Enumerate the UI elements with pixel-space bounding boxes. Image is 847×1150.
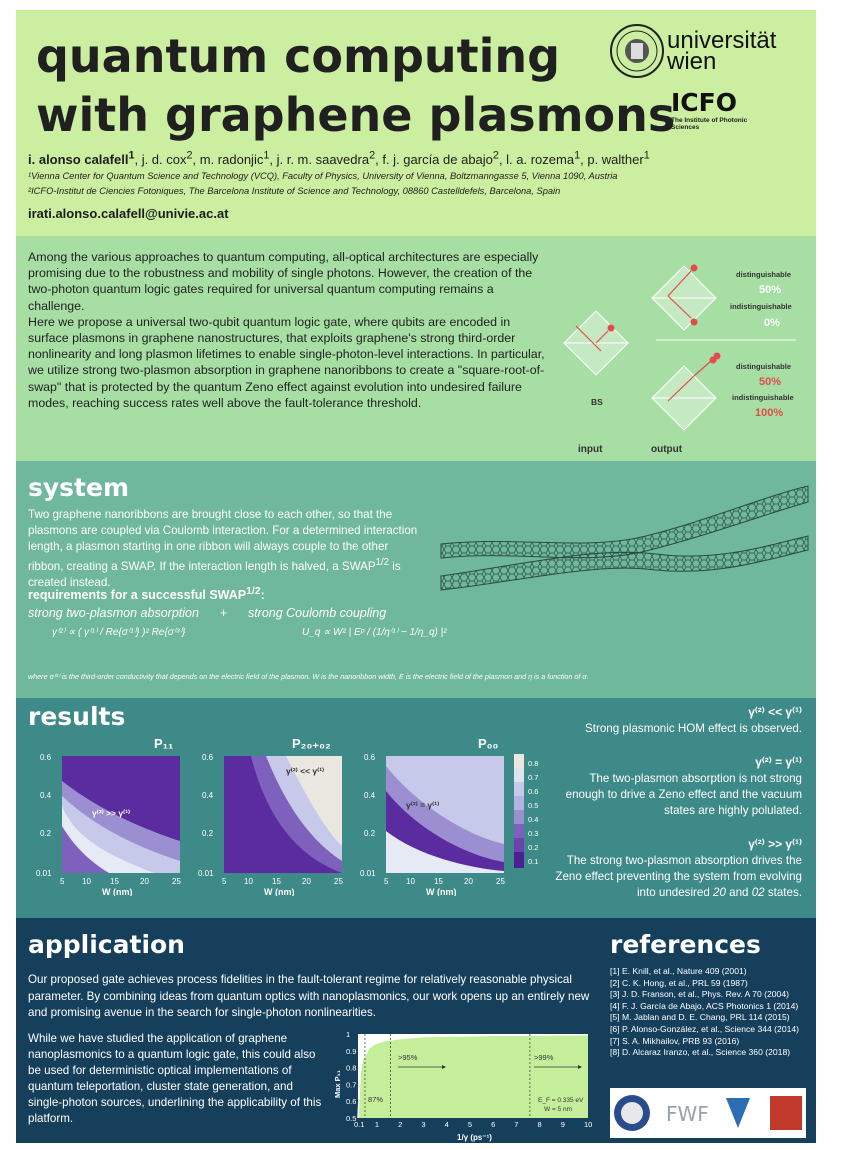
reference-item: [5] M. Jablan and D. E. Chang, PRL 114 (2015) xyxy=(610,1012,790,1023)
equation-coulomb: U_q ∝ W² | Eᵖ / (1/η⁽¹⁾ − 1/η_q) |² xyxy=(302,627,447,638)
top-dist-label: distinguishable xyxy=(736,270,792,279)
results-panel xyxy=(16,698,816,918)
y-tick: 0.5 xyxy=(346,1114,357,1123)
nanoribbon-illustration xyxy=(436,476,811,606)
ytick: 0.4 xyxy=(202,791,214,800)
colorbar-tick: 0.7 xyxy=(528,773,539,782)
reference-item: [7] S. A. Mikhailov, PRB 93 (2016) xyxy=(610,1035,740,1046)
reference-item: [3] J. D. Franson, et al., Phys. Rev. A 70 (2004) xyxy=(610,989,789,1000)
result-note-2: γ⁽²⁾ = γ⁽¹⁾ The two-plasmon absorption is not strong enough to drive a Zeno effect and the vacuum states are highly polulated. xyxy=(565,755,802,817)
ytick: 0.01 xyxy=(360,869,376,878)
xtick: 5 xyxy=(222,877,227,886)
colorbar-tick: 0.5 xyxy=(528,801,539,810)
fidelity-chart xyxy=(332,1030,592,1142)
y-tick: 0.9 xyxy=(346,1046,357,1056)
xtick: 15 xyxy=(434,877,443,886)
annotation-99: >99% xyxy=(534,1053,554,1062)
reference-item: [6] P. Alonso-González, et al., Science 344 (2014) xyxy=(610,1023,800,1034)
references-list xyxy=(610,966,810,1059)
application-text-2: While we have studied the application of graphene nanoplasmonics to a quantum logic gate, this could also be used for deterministic optical implementations of quantum teleportation, cluster state generation, and single-photon sources, underlining the applicability of this platform. xyxy=(28,1032,322,1125)
input-label: input xyxy=(578,444,603,455)
y-tick: 1 xyxy=(346,1030,351,1039)
icfo-subtitle: The Institute of Photonic Sciences xyxy=(671,117,748,131)
bs-label: BS xyxy=(591,397,603,407)
fwf-logo: FWF xyxy=(666,1102,709,1126)
red-bull-logo-icon xyxy=(770,1096,802,1130)
xtick: 25 xyxy=(496,877,505,886)
ytick: 0.01 xyxy=(36,869,52,878)
author-4: , j. r. m. saavedra$^2$ xyxy=(269,150,376,168)
reference-item: [8] D. Alcaraz Iranzo, et al., Science 360 (2018) xyxy=(610,1047,791,1058)
x-tick: 2 xyxy=(398,1120,403,1129)
ytick: 0.01 xyxy=(198,869,214,878)
ytick: 0.2 xyxy=(364,829,376,838)
system-heading: system xyxy=(28,473,130,502)
heatmap-p00-annotation: γ⁽²⁾ = γ⁽¹⁾ xyxy=(406,800,440,810)
heatmap-p2002 xyxy=(196,736,346,896)
ytick: 0.4 xyxy=(40,791,52,800)
equation-footnote: where σ⁽³⁾ is the third-order conductivity that depends on the electric field of the plasmon. W is the nanoribbon width, E is the electric field of the plasmon and η is a function of σ. xyxy=(28,672,589,681)
colorbar-tick: 0.4 xyxy=(528,815,539,824)
seventh-framework-icon xyxy=(726,1098,750,1128)
annotation-87: 87% xyxy=(368,1095,384,1104)
y-tick: 0.7 xyxy=(346,1080,357,1090)
xtick: 15 xyxy=(272,877,281,886)
top-indist-label: indistinguishable xyxy=(730,302,792,311)
ytick: 0.6 xyxy=(202,753,214,762)
xtick: 5 xyxy=(60,877,65,886)
author-list xyxy=(28,150,650,167)
ytick: 0.2 xyxy=(202,829,214,838)
affiliation-1: ¹Vienna Center for Quantum Science and Technology (VCQ), Faculty of Physics, University of Vienna, Boltzmanngasse 5, Vienna 1090, Austria xyxy=(28,171,618,181)
xtick: 20 xyxy=(464,877,473,886)
hom-diagram xyxy=(556,256,811,456)
y-tick: 0.6 xyxy=(346,1097,357,1107)
university-seal-icon xyxy=(610,24,664,78)
poster-title-line1: quantum computing xyxy=(36,29,561,83)
chart-params-1: E_F = 0.335 eV xyxy=(538,1097,584,1104)
x-tick: 7 xyxy=(514,1120,519,1129)
ytick: 0.6 xyxy=(364,753,376,762)
xtick: 10 xyxy=(244,877,253,886)
bot-dist-value: 50% xyxy=(759,376,782,388)
author-6: , l. a. rozema$^1$ xyxy=(498,150,581,168)
results-heading: results xyxy=(28,702,126,731)
chart-params-2: W = 5 nm xyxy=(544,1106,572,1113)
system-panel xyxy=(16,461,816,698)
xtick: 10 xyxy=(82,877,91,886)
colorbar xyxy=(514,754,548,874)
ytick: 0.6 xyxy=(40,753,52,762)
funding-logos xyxy=(610,1088,806,1138)
xtick: 15 xyxy=(110,877,119,886)
heatmap-p11 xyxy=(34,736,184,896)
contact-email[interactable]: irati.alonso.calafell@univie.ac.at xyxy=(28,206,229,221)
top-dist-value: 50% xyxy=(759,284,782,296)
author-3: , m. radonjic$^1$ xyxy=(192,150,270,168)
references-heading: references xyxy=(610,930,761,959)
requirements-list: strong two-plasmon absorption + strong Coulomb coupling xyxy=(28,606,387,620)
colorbar-tick: 0.1 xyxy=(528,857,539,866)
header-panel xyxy=(16,10,816,236)
system-text: Two graphene nanoribbons are brought close to each other, so that the plasmons are coupled via Coulomb interaction. For a determined interaction length, a plasmon starting in one ribbon will always couple to the other ribbon, creating a SWAP. If the interaction length is halved, a $SWAP^{1/2}$ is created instead. xyxy=(28,508,418,589)
heatmap-p00-title: P₀₀ xyxy=(478,736,499,751)
heatmap-p2002-title: P₂₀₊₀₂ xyxy=(292,736,331,751)
author-2: , j. d. cox$^2$ xyxy=(134,150,193,168)
x-tick: 1 xyxy=(374,1120,380,1129)
application-text-1: Our proposed gate achieves process fidelities in the fault-tolerant regime for relatively reasonable physical parameter. By combining ideas from quantum optics with nanoplasmonics, our work opens up an entirely new and promising avenue in the search for single-photon nonlinearities. xyxy=(28,973,590,1019)
x-tick: 5 xyxy=(467,1120,473,1129)
reference-item: [1] E. Knill, et al., Nature 409 (2001) xyxy=(610,966,747,976)
xlabel: W (nm) xyxy=(102,887,133,896)
colorbar-tick: 0.3 xyxy=(528,829,539,838)
heatmap-p11-title: P₁₁ xyxy=(154,736,174,751)
x-tick: 10 xyxy=(584,1120,592,1129)
application-panel xyxy=(16,918,816,1143)
result-note-1: γ⁽²⁾ << γ⁽¹⁾ Strong plasmonic HOM effect is observed. xyxy=(585,705,802,735)
xlabel: W (nm) xyxy=(426,887,457,896)
heatmap-p11-annotation: γ⁽²⁾ >> γ⁽¹⁾ xyxy=(92,808,131,818)
xtick: 25 xyxy=(172,877,181,886)
x-tick: 3 xyxy=(421,1120,426,1129)
university-wordmark: universität wien xyxy=(667,27,777,75)
application-heading: application xyxy=(28,930,185,959)
colorbar-tick: 0.8 xyxy=(528,759,539,768)
author-5: , f. j. garcía de abajo$^2$ xyxy=(375,150,499,168)
x-tick: 0.1 xyxy=(354,1120,365,1129)
y-tick: 0.8 xyxy=(346,1063,357,1073)
poster-title-line2: with graphene plasmons xyxy=(36,88,676,142)
x-tick: 9 xyxy=(560,1120,565,1129)
xtick: 5 xyxy=(384,877,389,886)
bot-indist-value: 100% xyxy=(755,407,784,419)
heatmap-p00 xyxy=(358,736,508,896)
annotation-95: >95% xyxy=(398,1053,418,1062)
x-tick: 6 xyxy=(491,1120,496,1129)
y-axis-label: Max P₁₁ xyxy=(333,1070,342,1098)
author-1: i. alonso calafell$^1$ xyxy=(28,150,135,168)
ytick: 0.2 xyxy=(40,829,52,838)
xtick: 25 xyxy=(334,877,343,886)
colorbar-tick: 0.2 xyxy=(528,843,539,852)
output-label: output xyxy=(651,444,683,455)
reference-item: [2] C. K. Hong, et al., PRL 59 (1987) xyxy=(610,977,748,988)
top-indist-value: 0% xyxy=(764,317,780,329)
x-tick-labels xyxy=(354,1120,592,1129)
equation-two-plasmon: γ⁽²⁾ ∝ ( γ⁽¹⁾ / Re{σ⁽¹⁾} )² Re{σ⁽³⁾} xyxy=(52,627,186,638)
ytick: 0.4 xyxy=(364,791,376,800)
xtick: 20 xyxy=(302,877,311,886)
requirements-heading: requirements for a successful $SWAP^{1/2}$: xyxy=(28,586,265,603)
xlabel: W (nm) xyxy=(264,887,295,896)
intro-text: Among the various approaches to quantum computing, all-optical architectures are especially promising due to the robustness and mobility of single photons. However, the creation of the two-photon quantum logic gates required for universal quantum computing remains a challenge. Here we propose a universal two-qubit quantum logic gate, where qubits are encoded in surface plasmons in graphene nanostructures, that exploits graphene's strong third-order nonlinearity and long plasmon lifetimes to enable single-photon-level interactions. In particular, we utilize strong two-plasmon absorption in graphene nanoribbons to create a "square-root-of-swap" that is protected by the quantum Zeno effect against evolution into undesired failure modes, reaching success rates well above the fault-tolerance threshold. xyxy=(28,250,545,410)
x-axis-label: 1/γ (ps⁻¹) xyxy=(457,1133,492,1142)
reference-item: [4] F. J. García de Abajo, ACS Photonics 1 (2014) xyxy=(610,1000,799,1011)
x-tick: 4 xyxy=(444,1120,449,1129)
bot-dist-label: distinguishable xyxy=(736,362,792,371)
bot-indist-label: indistinguishable xyxy=(732,393,794,402)
photon-dot-icons xyxy=(608,265,721,364)
colorbar-tick: 0.6 xyxy=(528,787,539,796)
intro-panel xyxy=(16,236,816,461)
result-note-3: γ⁽²⁾ >> γ⁽¹⁾ The strong two-plasmon absorption drives the Zeno effect preventing the system from evolving into undesired 20 and 02 states. xyxy=(555,837,802,899)
icfo-logo: ICFO xyxy=(671,88,737,117)
xtick: 20 xyxy=(140,877,149,886)
xtick: 10 xyxy=(406,877,415,886)
affiliation-2: ²ICFO-Institut de Ciencies Fotoniques, The Barcelona Institute of Science and Technology, 08860 Castelldefels, Barcelona, Spain xyxy=(28,186,561,196)
x-tick: 8 xyxy=(537,1120,542,1129)
heatmap-p2002-annotation: γ⁽²⁾ << γ⁽¹⁾ xyxy=(286,766,325,776)
author-7: , p. walther$^1$ xyxy=(580,150,650,168)
y-tick-labels xyxy=(346,1030,356,1123)
